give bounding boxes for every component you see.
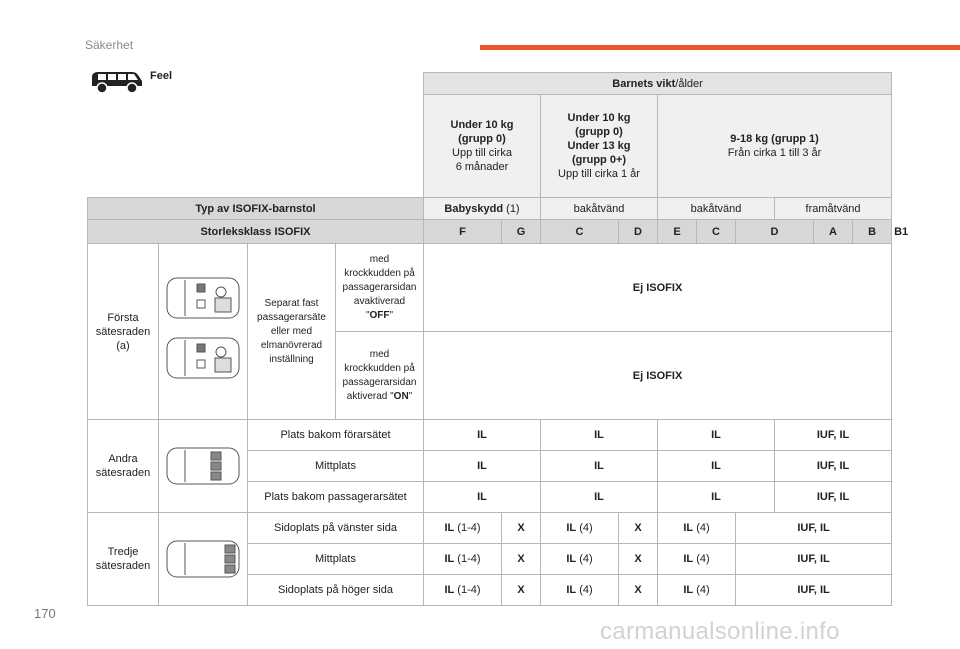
third-row-label: Tredje sätesraden bbox=[88, 513, 159, 606]
rating-cell: IL (4) bbox=[541, 575, 619, 606]
second-row-diagram bbox=[159, 420, 248, 513]
rating-cell: IL bbox=[541, 420, 658, 451]
size-class-cell: E bbox=[658, 220, 697, 244]
rating-cell: IL (1-4) bbox=[424, 513, 502, 544]
isofix-table: Barnets vikt/ålder Under 10 kg (grupp 0) Upp till cirka 6 månader Under 10 kg (grupp 0) Under 13 kg (grupp 0+) Upp till cirka 1 år 9-18 kg (grupp 1) Från cirka 1 till 3 år Typ av ISOFIX-barnstol Babyskydd (1) bakåtvänd bakåtvänd framåtvänd Storleksklass ISOFIX F G C D E C D A B B1 Första sätesraden (a) Separat fast passagerarsäte eller med elmanövrerad inställning med krockkudden på passagerarsidan avaktiverad "OFF" Ej ISOFIX med krockkudden på passagerarsidan aktiverad "ON" Ej ISOFIX Andra sätesraden Plats bakom förarsätet IL IL IL IUF, IL Mittplats IL IL IL IUF, IL Plats bakom passagerarsätet IL IL IL IUF, IL Tredje sätesraden Sidoplats på vänster sida IL (1-4) X IL (4) X IL (4) IUF, IL Mittplats IL (1-4) X IL (4) X IL (4) IUF, IL Sidoplats på höger sida IL (1-4) X IL (4) X IL (4) IUF, IL bbox=[87, 72, 892, 606]
rating-cell: X bbox=[619, 513, 658, 544]
airbag-on-cell: med krockkudden på passagerarsidan aktiverad "ON" bbox=[336, 332, 424, 420]
seat-position: Mittplats bbox=[248, 451, 424, 482]
rating-cell: X bbox=[619, 575, 658, 606]
rating-cell: IL (4) bbox=[541, 513, 619, 544]
rating-cell: IUF, IL bbox=[775, 420, 892, 451]
seat-type-label: Typ av ISOFIX-barnstol bbox=[88, 198, 424, 220]
front-row-label: Första sätesraden (a) bbox=[88, 244, 159, 420]
rating-cell: IL (4) bbox=[658, 575, 736, 606]
rating-cell: IUF, IL bbox=[775, 482, 892, 513]
not-isofix-cell: Ej ISOFIX bbox=[424, 332, 892, 420]
rating-cell: IL (4) bbox=[658, 544, 736, 575]
rating-cell: IUF, IL bbox=[775, 451, 892, 482]
group-0plus-header: Under 10 kg (grupp 0) Under 13 kg (grupp 0+) Upp till cirka 1 år bbox=[541, 95, 658, 198]
third-row-diagram bbox=[159, 513, 248, 606]
rating-cell: IL bbox=[658, 451, 775, 482]
group-0-header: Under 10 kg (grupp 0) Upp till cirka 6 månader bbox=[424, 95, 541, 198]
size-class-cell: C bbox=[541, 220, 619, 244]
weight-header: Barnets vikt/ålder bbox=[424, 73, 892, 95]
rating-cell: IL bbox=[541, 482, 658, 513]
rating-cell: IL bbox=[424, 420, 541, 451]
model-name: Feel bbox=[150, 70, 173, 82]
size-class-cell: F bbox=[424, 220, 502, 244]
seat-position: Plats bakom passagerarsätet bbox=[248, 482, 424, 513]
not-isofix-cell: Ej ISOFIX bbox=[424, 244, 892, 332]
rating-cell: X bbox=[502, 513, 541, 544]
rating-cell: X bbox=[502, 544, 541, 575]
rating-cell: X bbox=[502, 575, 541, 606]
type-forward: framåtvänd bbox=[775, 198, 892, 220]
rating-cell: IL (4) bbox=[658, 513, 736, 544]
size-class-cell: A bbox=[814, 220, 853, 244]
airbag-off-cell: med krockkudden på passagerarsidan avaktiverad "OFF" bbox=[336, 244, 424, 332]
rating-cell: IL (1-4) bbox=[424, 575, 502, 606]
seat-position: Plats bakom förarsätet bbox=[248, 420, 424, 451]
rating-cell: IUF, IL bbox=[736, 575, 892, 606]
rating-cell: IL bbox=[658, 482, 775, 513]
section-title: Säkerhet bbox=[85, 38, 134, 52]
size-class-cell: C bbox=[697, 220, 736, 244]
size-class-cell: G bbox=[502, 220, 541, 244]
second-row-label: Andra sätesraden bbox=[88, 420, 159, 513]
rating-cell: IL bbox=[658, 420, 775, 451]
rating-cell: IL bbox=[424, 451, 541, 482]
size-class-cell: B bbox=[853, 220, 892, 244]
rating-cell: IL (4) bbox=[541, 544, 619, 575]
rating-cell: IL (1-4) bbox=[424, 544, 502, 575]
rating-cell: IL bbox=[541, 451, 658, 482]
group-1-header: 9-18 kg (grupp 1) Från cirka 1 till 3 år bbox=[658, 95, 892, 198]
type-rearward-2: bakåtvänd bbox=[658, 198, 775, 220]
rating-cell: X bbox=[619, 544, 658, 575]
seat-position: Sidoplats på vänster sida bbox=[248, 513, 424, 544]
size-class-cell: D bbox=[736, 220, 814, 244]
rating-cell: IL bbox=[424, 482, 541, 513]
front-row-diagram bbox=[159, 244, 248, 420]
type-rearward-1: bakåtvänd bbox=[541, 198, 658, 220]
seat-position: Sidoplats på höger sida bbox=[248, 575, 424, 606]
type-babyskydd: Babyskydd (1) bbox=[424, 198, 541, 220]
size-class-cell: D bbox=[619, 220, 658, 244]
rating-cell: IUF, IL bbox=[736, 513, 892, 544]
front-seat-description: Separat fast passagerarsäte eller med elmanövrerad inställning bbox=[248, 244, 336, 420]
front-seat-diagram-icon bbox=[163, 272, 243, 392]
third-row-diagram-icon bbox=[163, 537, 243, 581]
page-number: 170 bbox=[34, 606, 56, 621]
second-row-diagram-icon bbox=[163, 444, 243, 488]
seat-position: Mittplats bbox=[248, 544, 424, 575]
accent-bar bbox=[480, 45, 960, 50]
watermark: carmanualsonline.info bbox=[600, 618, 840, 645]
size-class-label: Storleksklass ISOFIX bbox=[88, 220, 424, 244]
rating-cell: IUF, IL bbox=[736, 544, 892, 575]
